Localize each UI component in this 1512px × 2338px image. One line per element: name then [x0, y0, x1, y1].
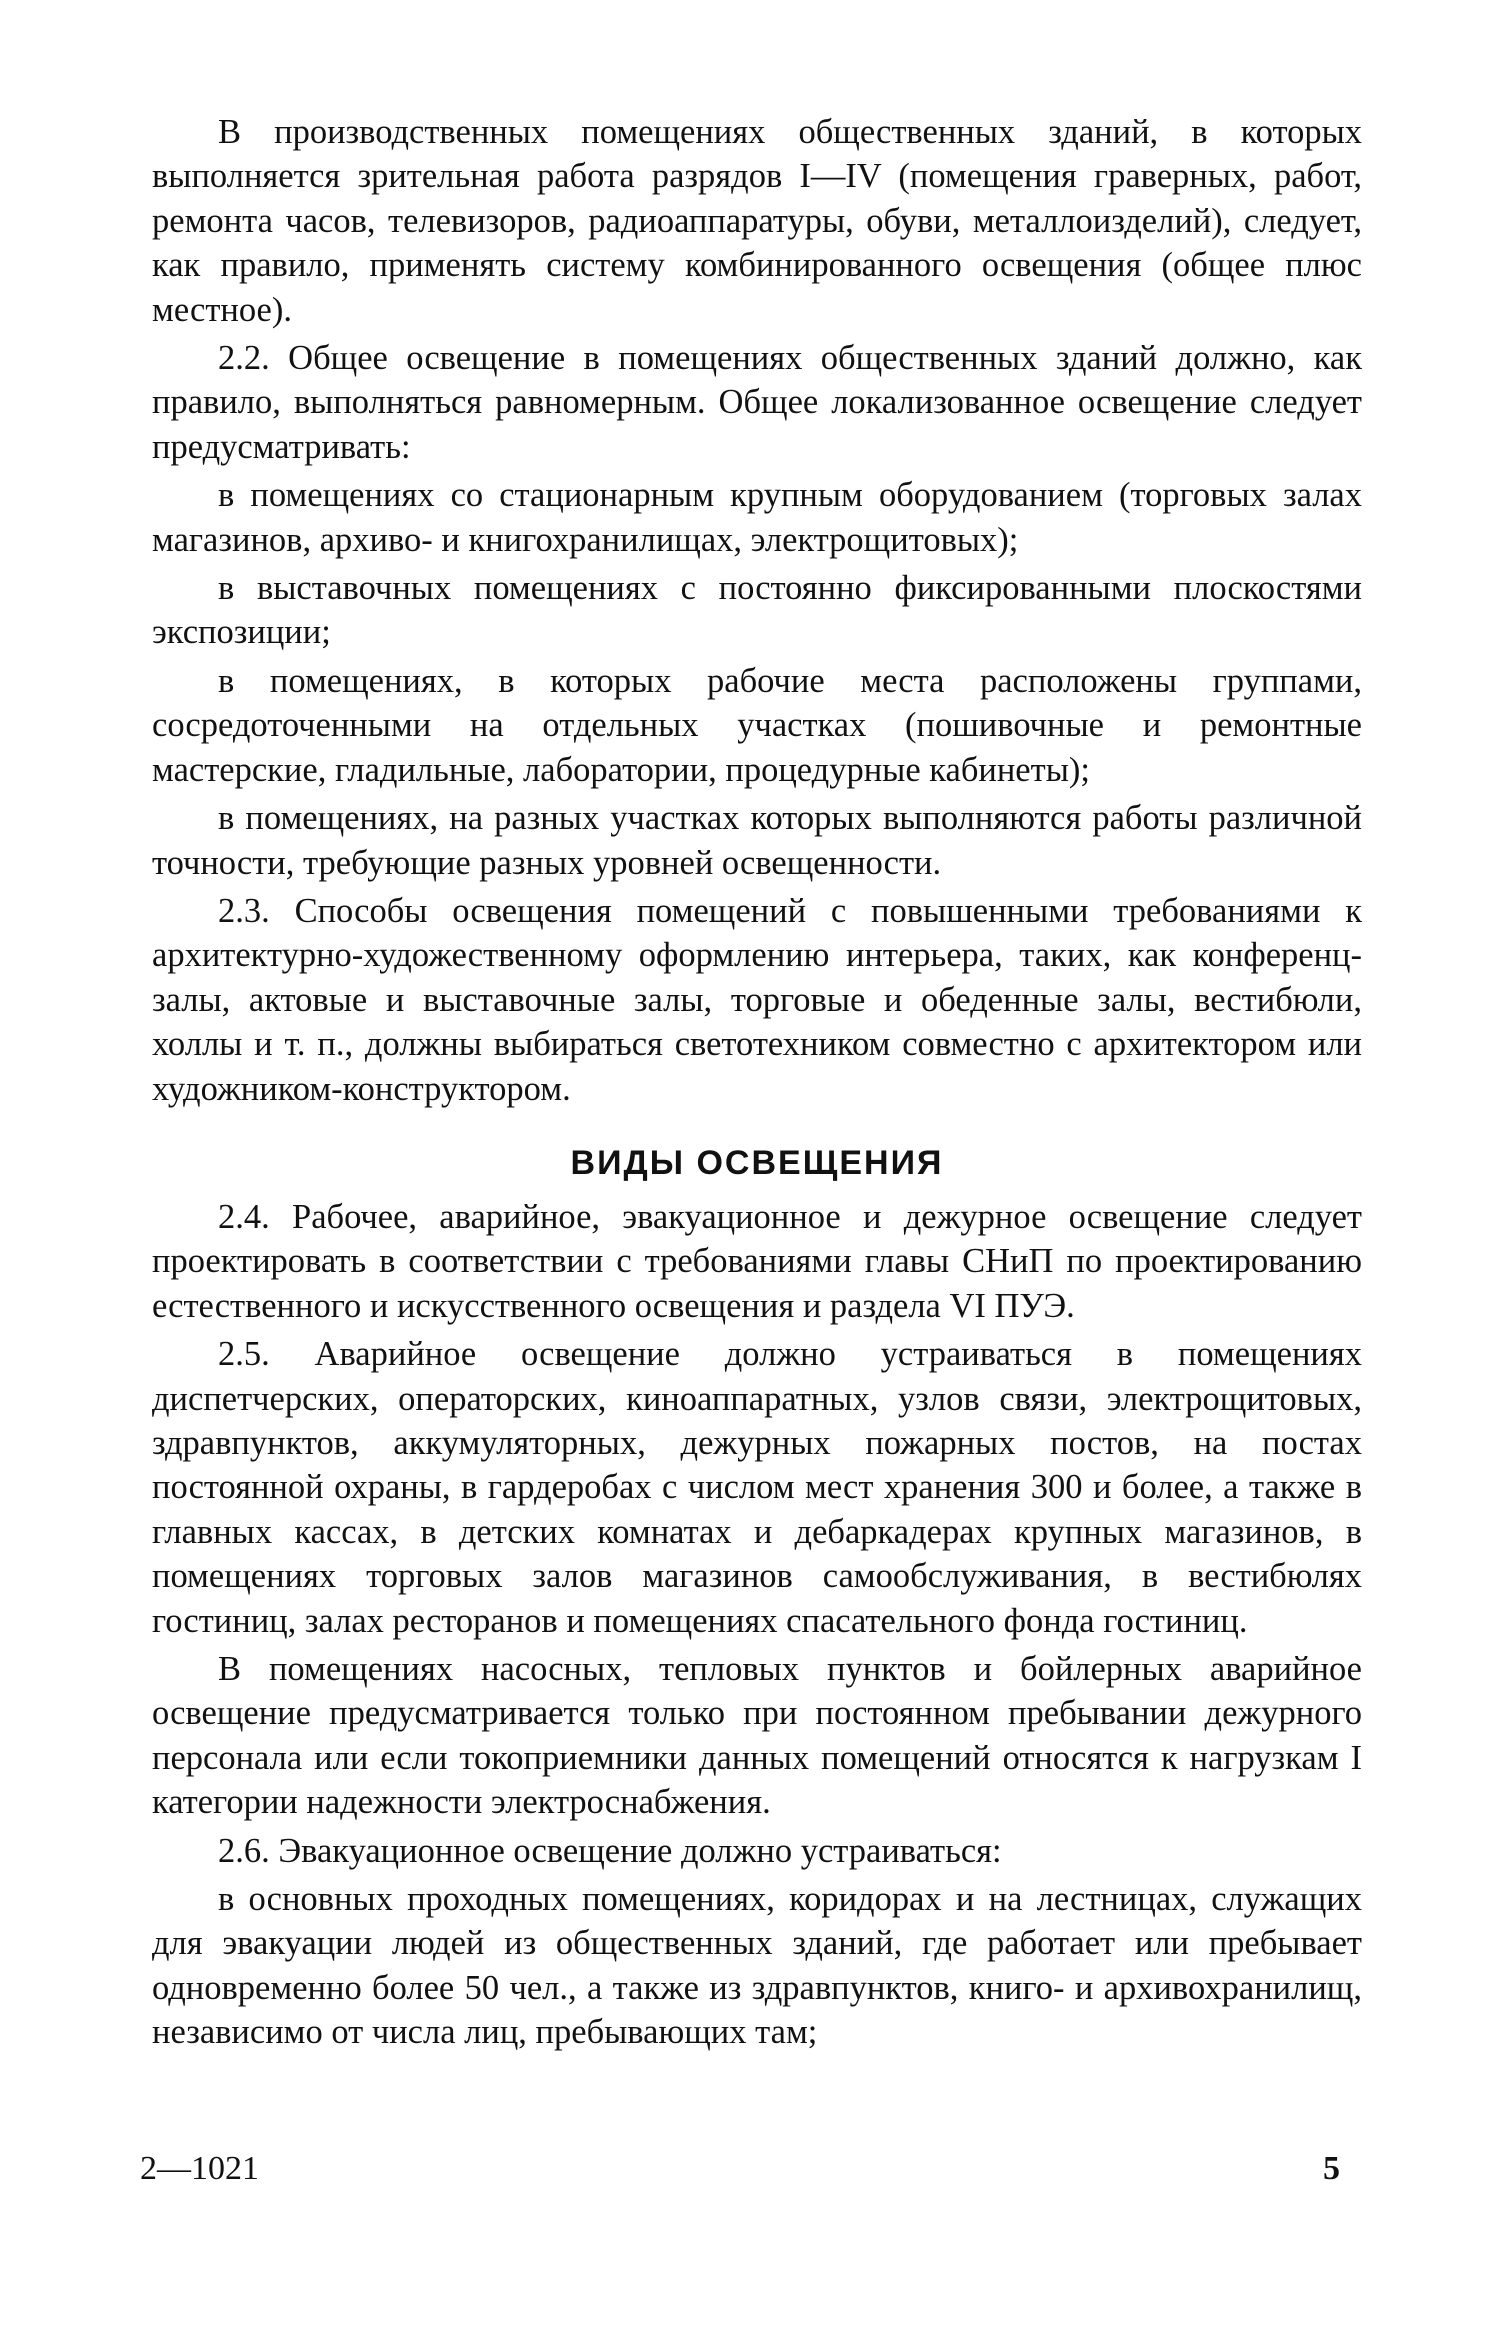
list-item-exhibition-rooms: в выставочных помещениях с постоянно фиксированными плоскостями экспозиции; — [152, 569, 1362, 652]
list-item-varied-precision: в помещениях, на разных участках которых выполняются работы различной точности, требующие разных уровней освещенности. — [152, 799, 1362, 882]
paragraph-2-3: 2.3. Способы освещения помещений с повышенными требованиями к архитектурно-художественному оформлению интерьера, таких, как конференц-залы, актовые и выставочные залы, торговые и обеденные залы, вестибюли, холлы и т. п., должны выбираться светотехником совместно с архитектором или художником-конструктором. — [152, 891, 1362, 1108]
page-number: 5 — [1323, 2150, 1340, 2187]
document-page — [152, 110, 1362, 2055]
paragraph-2-4: 2.4. Рабочее, аварийное, эвакуационное и дежурное освещение следует проектировать в соответствии с требованиями главы СНиП по проектированию естественного и искусственного освещения и раздела VI ПУЭ. — [152, 1197, 1362, 1325]
page-footer — [140, 2150, 1340, 2194]
paragraph-2-6: 2.6. Эвакуационное освещение должно устраиваться: — [218, 1831, 1002, 1870]
list-item-grouped-workplaces: в помещениях, в которых рабочие места расположены группами, сосредоточенными на отдельных участках (пошивочные и ремонтные мастерские, гладильные, лаборатории, процедурные кабинеты); — [152, 661, 1362, 789]
section-heading: ВИДЫ ОСВЕЩЕНИЯ — [570, 1143, 944, 1182]
paragraph-pump-rooms: В помещениях насосных, тепловых пунктов и бойлерных аварийное освещение предусматривается только при постоянном пребывании дежурного персонала или если токоприемники данных помещений относятся к нагрузкам I категории надежности электроснабжения. — [152, 1650, 1362, 1822]
paragraph-2-5: 2.5. Аварийное освещение должно устраиваться в помещениях диспетчерских, операторских, киноаппаратных, узлов связи, электрощитовых, здравпунктов, аккумуляторных, дежурных пожарных постов, на постах постоянной охраны, в гардеробах с числом мест хранения 300 и более, а также в главных кассах, в детских комнатах и дебаркадерах крупных магазинов, в помещениях торговых залов магазинов самообслуживания, в вестибюлях гостиниц, залах ресторанов и помещениях спасательного фонда гостиниц. — [152, 1335, 1362, 1640]
list-item-evacuation-passages: в основных проходных помещениях, коридорах и на лестницах, служащих для эвакуации людей из общественных зданий, где работает или пребывает одновременно более 50 чел., а также из здравпунктов, книго- и архивохранилищ, независимо от числа лиц, пребывающих там; — [152, 1880, 1362, 2052]
list-item-stationary-equipment: в помещениях со стационарным крупным оборудованием (торговых залах магазинов, архиво- и книгохранилищах, электрощитовых); — [152, 476, 1362, 559]
paragraph-combined-lighting: В производственных помещениях общественных зданий, в которых выполняется зрительная работа разрядов I—IV (помещения граверных, работ, ремонта часов, телевизоров, радиоаппаратуры, обуви, металлоизделий), следует, как правило, применять систему комбинированного освещения (общее плюс местное). — [152, 113, 1362, 329]
paragraph-2-2: 2.2. Общее освещение в помещениях общественных зданий должно, как правило, выполняться равномерным. Общее локализованное освещение следует предусматривать: — [152, 339, 1362, 466]
printing-signature: 2—1021 — [140, 2150, 259, 2187]
